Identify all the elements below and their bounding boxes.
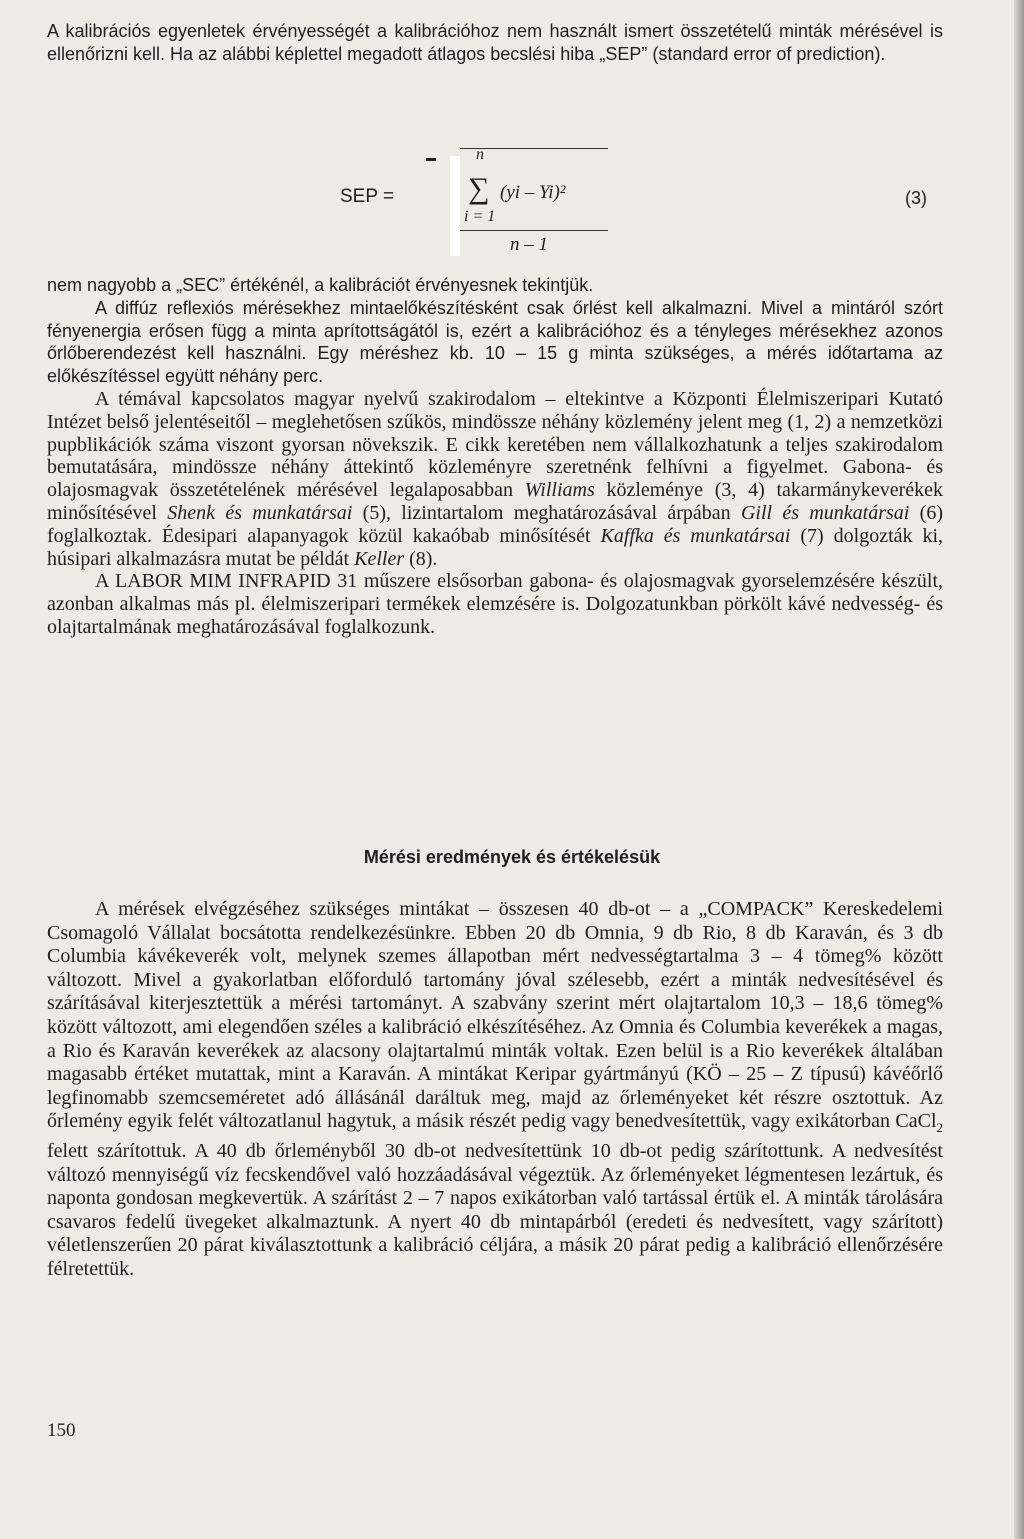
literature-paragraph xyxy=(47,388,943,570)
formula-denominator: n – 1 xyxy=(510,234,548,255)
formula-lower-limit: i = 1 xyxy=(464,208,496,225)
author-gill: Gill és munkatársai xyxy=(740,501,910,524)
intro-text: A kalibrációs egyenletek érvényességét a kalibrációhoz nem használt ismert összetételű minták mérésével is ellenőrizni kell. Ha az alábbi képlettel megadott átlagos becslési hiba „SEP” (standard error of prediction). xyxy=(47,21,943,64)
results-text-1: A mérések elvégzéséhez szükséges mintákat – összesen 40 db-ot – a „COMPACK” Kereskedelemi Csomagoló Vállalat bocsátotta rendelkezésünkre. Ebben 20 db Omnia, 9 db Rio, 8 db Karaván, és 3 db Columbia kávékeverék volt, melynek szemes állapotban mért nedvességtartalma 3 – 4 tömeg% között változott. Mivel a gyakorlatban előforduló tartomány jóval szélesebb, ezért a minták nedvesítésével és szárításával kiterjesztettük a mérési tartományt. A szabvány szerint mért olajtartalom 10,3 – 18,6 tömeg% között változott, ami elegendően széles a kalibráció elkészítéséhez. Az Omnia és Columbia keverékek a magas, a Rio és Karaván keverékek az alacsony olajtartalmú minták voltak. Ezen belül is a Rio keverékek általában magasabb értéket mutattak, mint a Karaván. A mintákat Keripar gyártmányú (KÖ – 25 – Z típusú) kávéőrlő legfinomabb szemcseméretet adó állásánál daráltuk meg, majd az őrleményeket két részre osztottuk. Az őrlemény egyik felét változatlanul hagytuk, a másik részét pedig vagy benedvesítettük, vagy exikátorban CaCl xyxy=(47,898,943,1133)
author-kaffka: Kaffka és munkatársai xyxy=(600,524,791,547)
formula-upper-limit: n xyxy=(476,146,484,163)
results-text-2: felett szárítottuk. A 40 db őrleményből 30 db-ot nedvesítettünk 10 db-ot pedig szárítottunk. A nedvesítést változó mennyiségű víz fecskendővel való hozzáadásával végeztük. Az őrleményeket légmentesen lezártuk, és naponta gondosan megkevertük. A szárítást 2 – 7 napos exikátorban való tartással értük el. A minták tárolására csavaros fedelű üvegeket alkalmaztunk. A nyert 40 db mintapárból (eredeti és nedvesített, vagy szárított) véletlenszerűen 20 párat kiválasztottunk a kalibráció céljára, a másik 20 párat pedig a kalibráció ellenőrzésére félretettük. xyxy=(47,1139,943,1280)
sample-prep-paragraph: A diffúz reflexiós mérésekhez mintaelőkészítésként csak őrlést kell alkalmazni. Mivel a mintáról szórt fényenergia erősen függ a minta aprítottságától is, ezért a kalibrációhoz és a tényleges mérésekhez azonos őrlőberendezést kell használni. Egy méréshez kb. 10 – 15 g minta szükséges, a mérés időtartama az előkészítéssel együtt néhány perc. xyxy=(47,297,943,387)
cacl2-subscript: 2 xyxy=(936,1120,943,1136)
results-paragraph xyxy=(47,898,943,1282)
body-sans-block xyxy=(47,274,943,639)
literature-text-1: A témával kapcsolatos magyar nyelvű szakirodalom – eltekintve a Központi Élelmiszeripari Kutató Intézet belső jelentéseitől – meglehetősen szűkös, mindössze néhány közlemény jelent meg (1, 2) a nemzetközi pupblikációk száma viszont gyorsan növekszik. E cikk keretében nem vállalkozhatunk a teljes szakirodalom bemutatására, mindössze néhány áttekintő közleményre szeretnénk felhívni a figyelmet. Gabona- és olajosmagvak összetételének mérésével legalaposabban xyxy=(47,387,943,502)
author-williams: Williams xyxy=(524,479,595,502)
intro-paragraph xyxy=(47,20,943,66)
formula-number: (3) xyxy=(905,188,927,208)
sec-sentence: nem nagyobb a „SEC” értékénél, a kalibrációt érvényesnek tekintjük. xyxy=(47,275,594,295)
literature-text-2: közleménye (3, 4) takarmánykeverékek minősítésével xyxy=(47,479,944,524)
sep-formula xyxy=(340,146,960,264)
instrument-paragraph: A LABOR MIM INFRAPID 31 műszere elsősorban gabona- és olajosmagvak gyorselemzésére készült, azonban alkalmas más pl. élelmiszeripari termékek elemzésére is. Dolgozatunkban pörkölt kávé nedvesség- és olajtartalmának meghatározásával foglalkozunk. xyxy=(47,570,943,638)
formula-root-bar xyxy=(450,156,460,256)
formula-sigma: ∑ xyxy=(468,172,490,205)
literature-text-4: (6) foglalkoztak. Édesipari alapanyagok közül kakaóbab minősítését xyxy=(47,501,943,547)
results-text xyxy=(47,898,943,1282)
literature-text-5: (7) dolgozták ki, húsipari alkalmazásra mutat be példát xyxy=(47,524,944,570)
literature-text-3: (5), lizintartalom meghatározásával árpában xyxy=(362,501,731,524)
formula-fraction-line xyxy=(460,230,608,231)
formula-root-tick xyxy=(426,158,436,161)
formula-numerator: (yi – Yi)² xyxy=(500,182,566,203)
author-keller: Keller xyxy=(354,547,405,570)
page-number: 150 xyxy=(47,1420,76,1441)
literature-text-6: (8). xyxy=(409,547,438,570)
formula-lhs: SEP = xyxy=(340,186,395,207)
author-shenk: Shenk és munkatársai xyxy=(167,501,353,524)
page-edge-shadow xyxy=(1014,0,1024,1539)
section-heading: Mérési eredmények és értékelésük xyxy=(363,847,661,867)
